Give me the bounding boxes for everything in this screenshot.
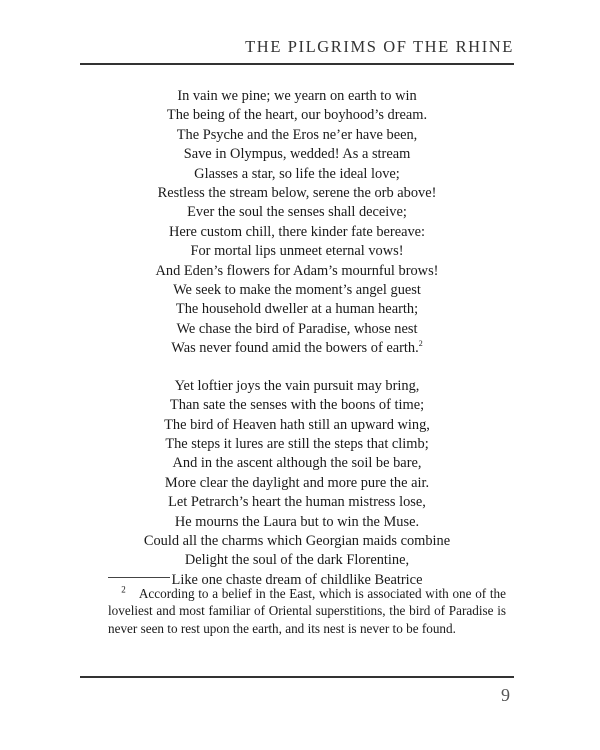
poem-line: We seek to make the moment’s angel guest	[173, 282, 421, 299]
poem-line: The steps it lures are still the steps that climb;	[165, 435, 429, 452]
footnote-rule	[108, 577, 170, 578]
page-number: 9	[501, 685, 510, 705]
stanza-1	[80, 87, 514, 359]
footnote	[108, 585, 506, 637]
stanza-2	[80, 377, 514, 590]
footer-rule	[80, 676, 514, 678]
poem-line: We chase the bird of Paradise, whose nest	[176, 320, 418, 337]
poem-line: Restless the stream below, serene the orb above!	[157, 185, 437, 202]
header-rule	[80, 63, 514, 65]
poem-line: In vain we pine; we yearn on earth to win	[177, 88, 417, 104]
poem-line-text: Was never found amid the bowers of earth.	[171, 340, 419, 357]
poem-line: And in the ascent although the soil be bare,	[172, 455, 422, 472]
running-header: THE PILGRIMS OF THE RHINE	[245, 37, 514, 56]
poem-line: Glasses a star, so life the ideal love;	[194, 165, 400, 182]
poem-line: The Psyche and the Eros ne’er have been,	[176, 126, 418, 143]
poem-line: The bird of Heaven hath still an upward wing,	[164, 416, 430, 433]
poem-line: He mourns the Laura but to win the Muse.	[174, 513, 420, 530]
poem-line: Like one chaste dream of childlike Beatrice	[171, 571, 423, 588]
poem-line: For mortal lips unmeet eternal vows!	[190, 243, 404, 260]
poem-line: More clear the daylight and more pure the air.	[164, 474, 430, 491]
poem-line: Save in Olympus, wedded! As a stream	[183, 146, 411, 163]
poem-line: Here custom chill, there kinder fate bereave:	[168, 223, 426, 240]
footnote-reference[interactable]: 2	[418, 339, 423, 349]
footnote-text: According to a belief in the East, which is associated with one of the loveliest and most familiar of Oriental superstitions, the bird of Paradise is never seen to rest upon the earth, and its nest is never to be found.	[108, 586, 506, 636]
poem-line: The being of the heart, our boyhood’s dream.	[166, 107, 428, 124]
poem-line: Delight the soul of the dark Florentine,	[184, 552, 410, 569]
poem	[80, 87, 514, 590]
poem-line: And Eden’s flowers for Adam’s mournful brows!	[155, 262, 439, 279]
footnote-marker: 2	[121, 584, 126, 595]
poem-line: Than sate the senses with the boons of time;	[169, 397, 425, 414]
poem-line-with-footnote	[80, 339, 514, 358]
poem-line: The household dweller at a human hearth;	[175, 301, 419, 318]
poem-line: Let Petrarch’s heart the human mistress lose,	[168, 494, 426, 511]
poem-line: Could all the charms which Georgian maids combine	[143, 532, 451, 549]
poem-line: Ever the soul the senses shall deceive;	[187, 204, 407, 221]
poem-line: Yet loftier joys the vain pursuit may bring,	[174, 377, 420, 394]
